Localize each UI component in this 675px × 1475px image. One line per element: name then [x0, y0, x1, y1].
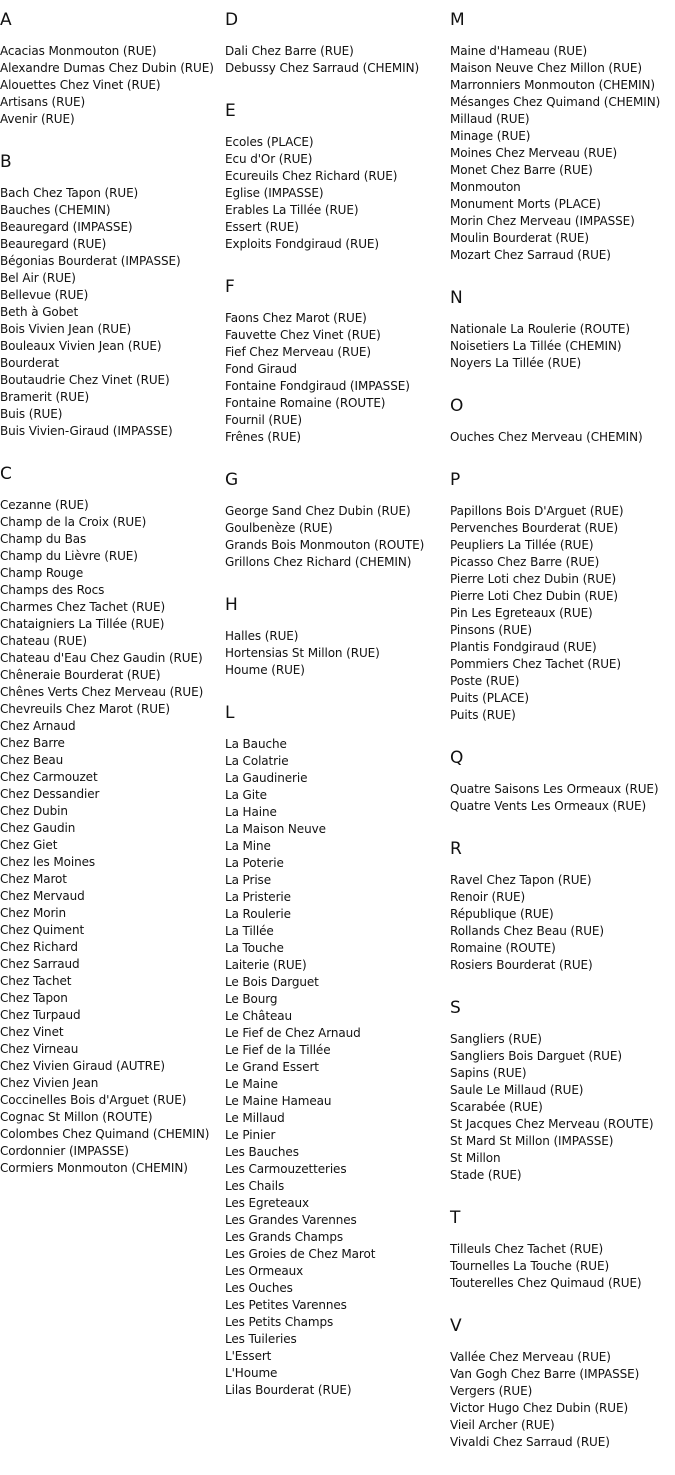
- street-entry: George Sand Chez Dubin (RUE): [225, 504, 411, 518]
- street-entry: Colombes Chez Quimand (CHEMIN): [0, 1127, 210, 1141]
- section-letter-heading: F: [225, 277, 235, 297]
- street-entry: Vallée Chez Merveau (RUE): [450, 1350, 611, 1364]
- street-entry: Champ Rouge: [0, 566, 84, 580]
- section-letter-heading: T: [450, 1208, 461, 1228]
- street-entry: Chez Carmouzet: [0, 770, 98, 784]
- letter-section: [0, 152, 220, 440]
- street-entry: La Gaudinerie: [225, 771, 308, 785]
- street-entry: Chez Barre: [0, 736, 65, 750]
- section-letter-heading: R: [450, 839, 462, 859]
- street-entry: Moines Chez Merveau (RUE): [450, 146, 618, 160]
- street-entry: Chez Dubin: [0, 804, 68, 818]
- street-entry: Le Maine: [225, 1077, 278, 1091]
- street-entry: La Touche: [225, 941, 284, 955]
- street-entry: Lilas Bourderat (RUE): [225, 1383, 352, 1397]
- street-entry: Mozart Chez Sarraud (RUE): [450, 248, 611, 262]
- street-entry: Grands Bois Monmouton (ROUTE): [225, 538, 425, 552]
- street-entry: Chez Tachet: [0, 974, 72, 988]
- street-entry: Van Gogh Chez Barre (IMPASSE): [450, 1367, 640, 1381]
- street-list: [450, 321, 675, 372]
- street-list: [450, 503, 675, 724]
- street-entry: Pierre Loti chez Dubin (RUE): [450, 572, 617, 586]
- street-entry: Papillons Bois D'Arguet (RUE): [450, 504, 624, 518]
- street-entry: Le Bois Darguet: [225, 975, 319, 989]
- street-list: [225, 628, 445, 679]
- street-list: [0, 43, 220, 128]
- street-list: [450, 429, 675, 446]
- street-entry: Pommiers Chez Tachet (RUE): [450, 657, 621, 671]
- street-entry: Fauvette Chez Vinet (RUE): [225, 328, 381, 342]
- street-list: [0, 497, 220, 1177]
- street-entry: Bauches (CHEMIN): [0, 203, 111, 217]
- street-list: [450, 872, 675, 974]
- street-entry: Monument Morts (PLACE): [450, 197, 601, 211]
- street-entry: Bégonias Bourderat (IMPASSE): [0, 254, 181, 268]
- street-entry: Les Groies de Chez Marot: [225, 1247, 376, 1261]
- street-entry: Chez Gaudin: [0, 821, 76, 835]
- street-entry: La Poterie: [225, 856, 284, 870]
- letter-section: [225, 703, 445, 1399]
- street-entry: Chez Mervaud: [0, 889, 85, 903]
- street-entry: Moulin Bourderat (RUE): [450, 231, 589, 245]
- section-letter-heading: V: [450, 1316, 462, 1336]
- street-entry: Pierre Loti Chez Dubin (RUE): [450, 589, 618, 603]
- street-entry: Ecu d'Or (RUE): [225, 152, 313, 166]
- street-entry: St Millon: [450, 1151, 501, 1165]
- street-entry: Buis (RUE): [0, 407, 63, 421]
- street-entry: Ecoles (PLACE): [225, 135, 314, 149]
- street-entry: Cormiers Monmouton (CHEMIN): [0, 1161, 188, 1175]
- street-entry: Champ du Bas: [0, 532, 87, 546]
- street-entry: Fontaine Romaine (ROUTE): [225, 396, 386, 410]
- street-list: [450, 1349, 675, 1451]
- street-entry: Les Carmouzetteries: [225, 1162, 347, 1176]
- street-entry: Essert (RUE): [225, 220, 299, 234]
- street-entry: Romaine (ROUTE): [450, 941, 556, 955]
- letter-section: [0, 464, 220, 1177]
- street-entry: Beth à Gobet: [0, 305, 79, 319]
- street-entry: Les Grandes Varennes: [225, 1213, 357, 1227]
- street-entry: Noisetiers La Tillée (CHEMIN): [450, 339, 622, 353]
- street-entry: Debussy Chez Sarraud (CHEMIN): [225, 61, 420, 75]
- street-entry: Puits (PLACE): [450, 691, 529, 705]
- street-entry: Peupliers La Tillée (RUE): [450, 538, 594, 552]
- street-entry: Plantis Fondgiraud (RUE): [450, 640, 597, 654]
- street-entry: Poste (RUE): [450, 674, 520, 688]
- street-entry: Les Egreteaux: [225, 1196, 310, 1210]
- street-entry: La Bauche: [225, 737, 287, 751]
- street-entry: La Colatrie: [225, 754, 289, 768]
- street-entry: Sangliers (RUE): [450, 1032, 542, 1046]
- street-entry: Puits (RUE): [450, 708, 516, 722]
- street-entry: Le Château: [225, 1009, 293, 1023]
- street-entry: Frênes (RUE): [225, 430, 302, 444]
- street-entry: Chateau (RUE): [0, 634, 87, 648]
- street-entry: Picasso Chez Barre (RUE): [450, 555, 600, 569]
- street-entry: Boutaudrie Chez Vinet (RUE): [0, 373, 170, 387]
- street-list: [225, 43, 445, 77]
- street-entry: Renoir (RUE): [450, 890, 526, 904]
- street-entry: Chez Giet: [0, 838, 58, 852]
- section-letter-heading: B: [0, 152, 12, 172]
- street-entry: Exploits Fondgiraud (RUE): [225, 237, 379, 251]
- street-entry: Nationale La Roulerie (ROUTE): [450, 322, 630, 336]
- section-letter-heading: M: [450, 10, 465, 30]
- letter-section: [450, 1208, 675, 1292]
- street-entry: Les Tuileries: [225, 1332, 297, 1346]
- street-entry: La Maison Neuve: [225, 822, 326, 836]
- street-entry: Chez Vivien Giraud (AUTRE): [0, 1059, 165, 1073]
- street-entry: La Pristerie: [225, 890, 291, 904]
- street-entry: Chez Sarraud: [0, 957, 80, 971]
- street-entry: Rosiers Bourderat (RUE): [450, 958, 593, 972]
- street-entry: St Mard St Millon (IMPASSE): [450, 1134, 614, 1148]
- street-entry: Chênes Verts Chez Merveau (RUE): [0, 685, 204, 699]
- letter-section: [225, 277, 445, 446]
- street-entry: Tilleuls Chez Tachet (RUE): [450, 1242, 604, 1256]
- street-entry: La Roulerie: [225, 907, 291, 921]
- street-entry: Le Grand Essert: [225, 1060, 319, 1074]
- section-letter-heading: O: [450, 396, 464, 416]
- street-entry: Quatre Saisons Les Ormeaux (RUE): [450, 782, 659, 796]
- street-entry: Les Petites Varennes: [225, 1298, 347, 1312]
- street-entry: Sangliers Bois Darguet (RUE): [450, 1049, 622, 1063]
- street-entry: Bourderat: [0, 356, 59, 370]
- street-entry: Chez Arnaud: [0, 719, 76, 733]
- street-entry: Chateau d'Eau Chez Gaudin (RUE): [0, 651, 203, 665]
- section-letter-heading: Q: [450, 748, 464, 768]
- letter-section: [450, 396, 675, 446]
- street-entry: Les Ormeaux: [225, 1264, 304, 1278]
- street-entry: Bramerit (RUE): [0, 390, 90, 404]
- street-entry: Scarabée (RUE): [450, 1100, 543, 1114]
- street-column-3: [450, 10, 675, 1475]
- street-entry: Maison Neuve Chez Millon (RUE): [450, 61, 642, 75]
- street-list: [225, 736, 445, 1399]
- street-entry: Buis Vivien-Giraud (IMPASSE): [0, 424, 173, 438]
- street-list: [225, 134, 445, 253]
- street-entry: Minage (RUE): [450, 129, 531, 143]
- street-entry: Chêneraie Bourderat (RUE): [0, 668, 161, 682]
- street-entry: La Prise: [225, 873, 271, 887]
- street-entry: Alexandre Dumas Chez Dubin (RUE): [0, 61, 214, 75]
- street-list: [450, 781, 675, 815]
- street-entry: Bellevue (RUE): [0, 288, 89, 302]
- street-entry: Houme (RUE): [225, 663, 305, 677]
- street-entry: Faons Chez Marot (RUE): [225, 311, 367, 325]
- street-list: [225, 310, 445, 446]
- section-letter-heading: L: [225, 703, 235, 723]
- section-letter-heading: C: [0, 464, 12, 484]
- section-letter-heading: A: [0, 10, 12, 30]
- street-entry: Fief Chez Merveau (RUE): [225, 345, 371, 359]
- street-entry: Cezanne (RUE): [0, 498, 89, 512]
- street-entry: Pervenches Bourderat (RUE): [450, 521, 619, 535]
- street-entry: Chez Marot: [0, 872, 67, 886]
- street-entry: Les Bauches: [225, 1145, 299, 1159]
- street-entry: Fontaine Fondgiraud (IMPASSE): [225, 379, 410, 393]
- street-entry: Pinsons (RUE): [450, 623, 532, 637]
- street-entry: La Tillée: [225, 924, 274, 938]
- section-letter-heading: P: [450, 470, 461, 490]
- street-entry: Maine d'Hameau (RUE): [450, 44, 588, 58]
- letter-section: [450, 1316, 675, 1451]
- street-entry: La Mine: [225, 839, 271, 853]
- street-entry: Vivaldi Chez Sarraud (RUE): [450, 1435, 610, 1449]
- street-entry: Stade (RUE): [450, 1168, 522, 1182]
- street-entry: Champ de la Croix (RUE): [0, 515, 147, 529]
- street-entry: Chez les Moines: [0, 855, 96, 869]
- letter-section: [450, 10, 675, 264]
- street-entry: St Jacques Chez Merveau (ROUTE): [450, 1117, 654, 1131]
- street-entry: La Gite: [225, 788, 267, 802]
- street-entry: Chez Tapon: [0, 991, 68, 1005]
- street-list: [0, 185, 220, 440]
- letter-section: [225, 470, 445, 571]
- street-entry: Noyers La Tillée (RUE): [450, 356, 582, 370]
- street-entry: Vergers (RUE): [450, 1384, 533, 1398]
- street-entry: Chez Beau: [0, 753, 64, 767]
- letter-section: [450, 998, 675, 1184]
- street-entry: Le Fief de la Tillée: [225, 1043, 331, 1057]
- street-entry: Monmouton: [450, 180, 521, 194]
- street-entry: Pin Les Egreteaux (RUE): [450, 606, 593, 620]
- street-entry: République (RUE): [450, 907, 554, 921]
- street-list: [450, 1031, 675, 1184]
- section-letter-heading: S: [450, 998, 461, 1018]
- street-entry: Chez Morin: [0, 906, 67, 920]
- street-column-1: [0, 10, 220, 1201]
- street-entry: Bois Vivien Jean (RUE): [0, 322, 132, 336]
- street-entry: Goulbenèze (RUE): [225, 521, 333, 535]
- street-entry: Le Fief de Chez Arnaud: [225, 1026, 361, 1040]
- street-entry: Hortensias St Millon (RUE): [225, 646, 380, 660]
- street-entry: Les Petits Champs: [225, 1315, 334, 1329]
- letter-section: [225, 10, 445, 77]
- street-entry: Erables La Tillée (RUE): [225, 203, 359, 217]
- street-entry: Grillons Chez Richard (CHEMIN): [225, 555, 412, 569]
- street-list: [450, 1241, 675, 1292]
- street-entry: Millaud (RUE): [450, 112, 530, 126]
- street-entry: La Haine: [225, 805, 277, 819]
- street-entry: Morin Chez Merveau (IMPASSE): [450, 214, 635, 228]
- letter-section: [0, 10, 220, 128]
- street-entry: Le Maine Hameau: [225, 1094, 332, 1108]
- letter-section: [450, 748, 675, 815]
- street-entry: Chez Vivien Jean: [0, 1076, 99, 1090]
- street-entry: Coccinelles Bois d'Arguet (RUE): [0, 1093, 187, 1107]
- street-entry: L'Houme: [225, 1366, 278, 1380]
- street-entry: Chez Turpaud: [0, 1008, 81, 1022]
- street-entry: Touterelles Chez Quimaud (RUE): [450, 1276, 642, 1290]
- letter-section: [450, 470, 675, 724]
- street-entry: Saule Le Millaud (RUE): [450, 1083, 584, 1097]
- street-entry: Dali Chez Barre (RUE): [225, 44, 354, 58]
- street-entry: Monet Chez Barre (RUE): [450, 163, 593, 177]
- street-list: [225, 503, 445, 571]
- street-entry: Le Pinier: [225, 1128, 276, 1142]
- street-column-2: [225, 10, 445, 1423]
- street-entry: Laiterie (RUE): [225, 958, 307, 972]
- street-entry: Chez Dessandier: [0, 787, 100, 801]
- street-entry: Mésanges Chez Quimand (CHEMIN): [450, 95, 661, 109]
- street-entry: Victor Hugo Chez Dubin (RUE): [450, 1401, 629, 1415]
- street-entry: Cordonnier (IMPASSE): [0, 1144, 129, 1158]
- street-entry: Alouettes Chez Vinet (RUE): [0, 78, 161, 92]
- street-entry: Chez Vinet: [0, 1025, 64, 1039]
- street-entry: Vieil Archer (RUE): [450, 1418, 555, 1432]
- street-entry: Les Chails: [225, 1179, 285, 1193]
- letter-section: [225, 595, 445, 679]
- street-entry: Tournelles La Touche (RUE): [450, 1259, 610, 1273]
- section-letter-heading: D: [225, 10, 239, 30]
- street-entry: Les Grands Champs: [225, 1230, 343, 1244]
- street-entry: Halles (RUE): [225, 629, 299, 643]
- letter-section: [450, 288, 675, 372]
- street-entry: Bel Air (RUE): [0, 271, 76, 285]
- street-entry: Le Millaud: [225, 1111, 285, 1125]
- street-entry: Cognac St Millon (ROUTE): [0, 1110, 153, 1124]
- street-entry: Ecureuils Chez Richard (RUE): [225, 169, 398, 183]
- street-entry: Chez Richard: [0, 940, 78, 954]
- street-entry: Eglise (IMPASSE): [225, 186, 324, 200]
- street-entry: Bach Chez Tapon (RUE): [0, 186, 139, 200]
- street-entry: Ravel Chez Tapon (RUE): [450, 873, 592, 887]
- street-entry: Champs des Rocs: [0, 583, 105, 597]
- section-letter-heading: G: [225, 470, 239, 490]
- street-entry: L'Essert: [225, 1349, 272, 1363]
- section-letter-heading: N: [450, 288, 463, 308]
- street-entry: Rollands Chez Beau (RUE): [450, 924, 604, 938]
- section-letter-heading: H: [225, 595, 238, 615]
- street-entry: Sapins (RUE): [450, 1066, 527, 1080]
- street-entry: Fond Giraud: [225, 362, 297, 376]
- street-entry: Les Ouches: [225, 1281, 293, 1295]
- street-entry: Ouches Chez Merveau (CHEMIN): [450, 430, 643, 444]
- street-entry: Chez Quiment: [0, 923, 85, 937]
- street-list: [450, 43, 675, 264]
- street-entry: Chataigniers La Tillée (RUE): [0, 617, 165, 631]
- street-entry: Beauregard (IMPASSE): [0, 220, 133, 234]
- street-entry: Fournil (RUE): [225, 413, 302, 427]
- street-entry: Champ du Lièvre (RUE): [0, 549, 138, 563]
- street-entry: Acacias Monmouton (RUE): [0, 44, 157, 58]
- section-letter-heading: E: [225, 101, 236, 121]
- street-entry: Beauregard (RUE): [0, 237, 107, 251]
- street-entry: Charmes Chez Tachet (RUE): [0, 600, 166, 614]
- street-entry: Marronniers Monmouton (CHEMIN): [450, 78, 655, 92]
- letter-section: [225, 101, 445, 253]
- street-entry: Le Bourg: [225, 992, 278, 1006]
- street-entry: Quatre Vents Les Ormeaux (RUE): [450, 799, 647, 813]
- street-entry: Artisans (RUE): [0, 95, 86, 109]
- letter-section: [450, 839, 675, 974]
- street-entry: Avenir (RUE): [0, 112, 75, 126]
- street-entry: Chez Virneau: [0, 1042, 79, 1056]
- street-entry: Chevreuils Chez Marot (RUE): [0, 702, 170, 716]
- street-entry: Bouleaux Vivien Jean (RUE): [0, 339, 162, 353]
